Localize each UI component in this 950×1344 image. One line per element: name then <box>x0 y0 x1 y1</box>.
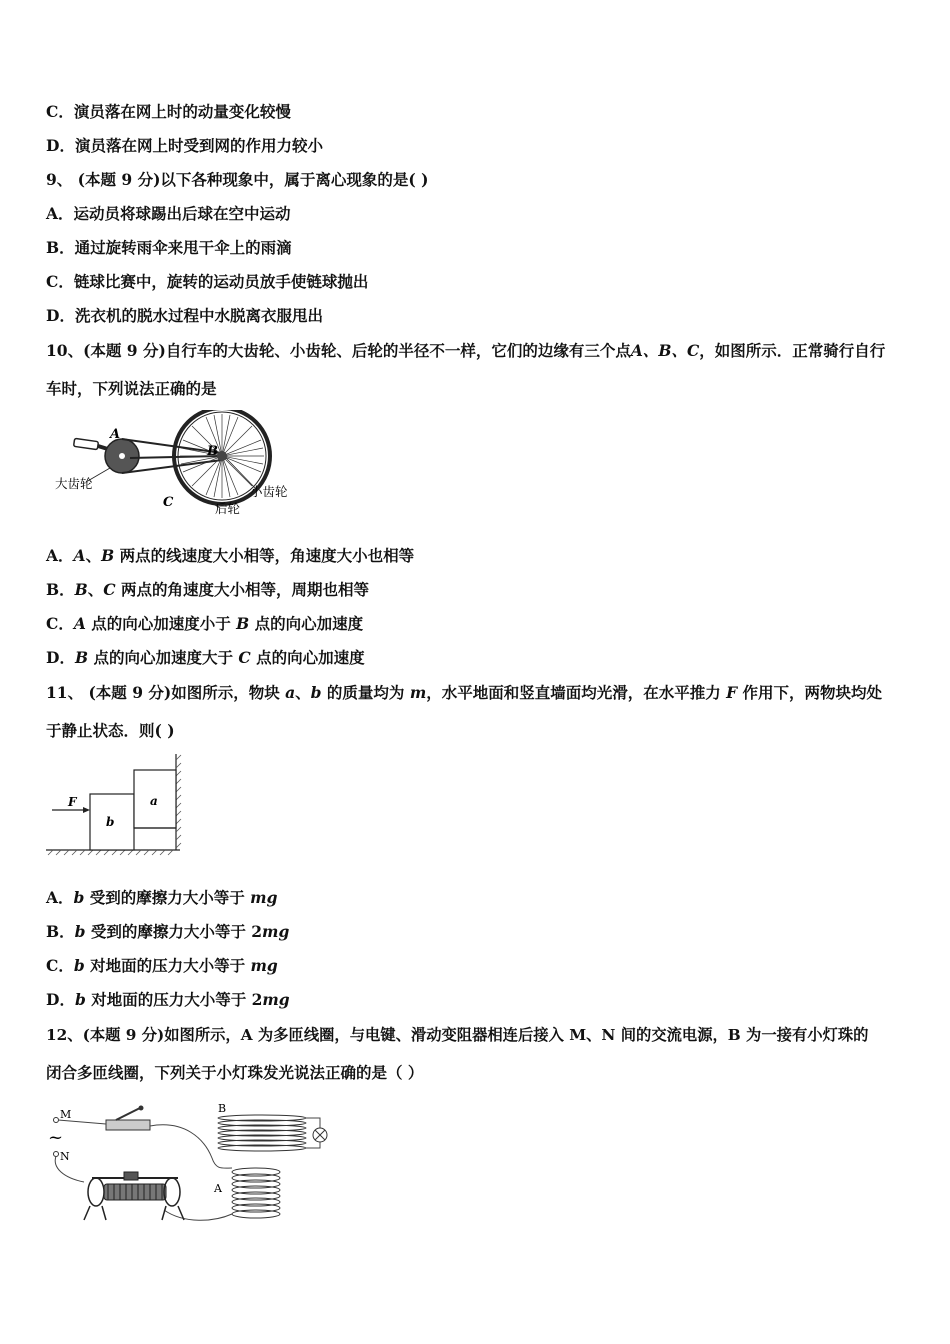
block-b-label: b <box>106 815 115 829</box>
q11-option-c: C．b 对地面的压力大小等于 mg <box>46 956 278 975</box>
q11-stem: 11、 (本题 9 分)如图所示，物块 a、b 的质量均为 m，水平地面和竖直墙面均光滑，在水平推力 F 作用下，两物块均处 <box>46 683 883 702</box>
big-gear-label: 大齿轮 <box>55 476 93 491</box>
q8-option-d: D．演员落在网上时受到网的作用力较小 <box>46 136 323 155</box>
small-gear-label: 小齿轮 <box>250 484 288 499</box>
q9-option-a: A．运动员将球踢出后球在空中运动 <box>46 204 291 223</box>
q11-option-b: B．b 受到的摩擦力大小等于 2mg <box>46 922 290 941</box>
q11-option-d: D．b 对地面的压力大小等于 2mg <box>46 990 290 1009</box>
force-label: F <box>68 795 77 809</box>
q10-points: A、B、C <box>630 341 700 360</box>
q11-option-a: A．b 受到的摩擦力大小等于 mg <box>46 888 278 907</box>
q10-option-a: A．A、B 两点的线速度大小相等，角速度大小也相等 <box>46 546 415 565</box>
point-b-label: B <box>207 444 218 459</box>
block-a-label: a <box>150 794 158 808</box>
q10-option-b: B．B、C 两点的角速度大小相等，周期也相等 <box>46 580 369 599</box>
terminal-m-label: M <box>60 1108 72 1121</box>
rear-wheel-label: 后轮 <box>215 501 241 516</box>
bicycle-gear-figure <box>50 410 300 522</box>
coil-a-label: A <box>214 1182 222 1195</box>
q9-option-b: B．通过旋转雨伞来甩干伞上的雨滴 <box>46 238 292 257</box>
q12-stem-line2: 闭合多匝线圈，下列关于小灯珠发光说法正确的是（ ） <box>46 1063 424 1082</box>
ac-source-symbol: ~ <box>48 1127 64 1148</box>
q9-option-d: D．洗衣机的脱水过程中水脱离衣服甩出 <box>46 306 323 325</box>
terminal-n-label: N <box>60 1150 70 1163</box>
q12-stem: 12、(本题 9 分)如图所示，A 为多匝线圈，与电键、滑动变阻器相连后接入 M、N 间的交流电源，B 为一接有小灯珠的 <box>46 1026 869 1044</box>
q8-option-c: C．演员落在网上时的动量变化较慢 <box>46 102 291 121</box>
q10-option-c: C．A 点的向心加速度小于 B 点的向心加速度 <box>46 614 364 633</box>
q10-stem: 10、(本题 9 分)自行车的大齿轮、小齿轮、后轮的半径不一样，它们的边缘有三个点A、B、C，如图所示．正常骑行自行 <box>46 341 886 360</box>
q10-stem-line2: 车时，下列说法正确的是 <box>46 379 217 398</box>
q9-stem: 9、 (本题 9 分)以下各种现象中，属于离心现象的是( ) <box>46 170 429 189</box>
point-c-label: C <box>163 495 174 510</box>
q9-option-c: C．链球比赛中，旋转的运动员放手使链球抛出 <box>46 272 369 291</box>
coil-circuit-figure <box>44 1098 340 1234</box>
q10-option-d: D．B 点的向心加速度大于 C 点的向心加速度 <box>46 648 365 667</box>
coil-b-label: B <box>218 1102 227 1115</box>
blocks-figure <box>44 752 186 860</box>
q11-stem-line2: 于静止状态．则( ) <box>46 721 175 740</box>
point-a-label: A <box>110 427 121 442</box>
